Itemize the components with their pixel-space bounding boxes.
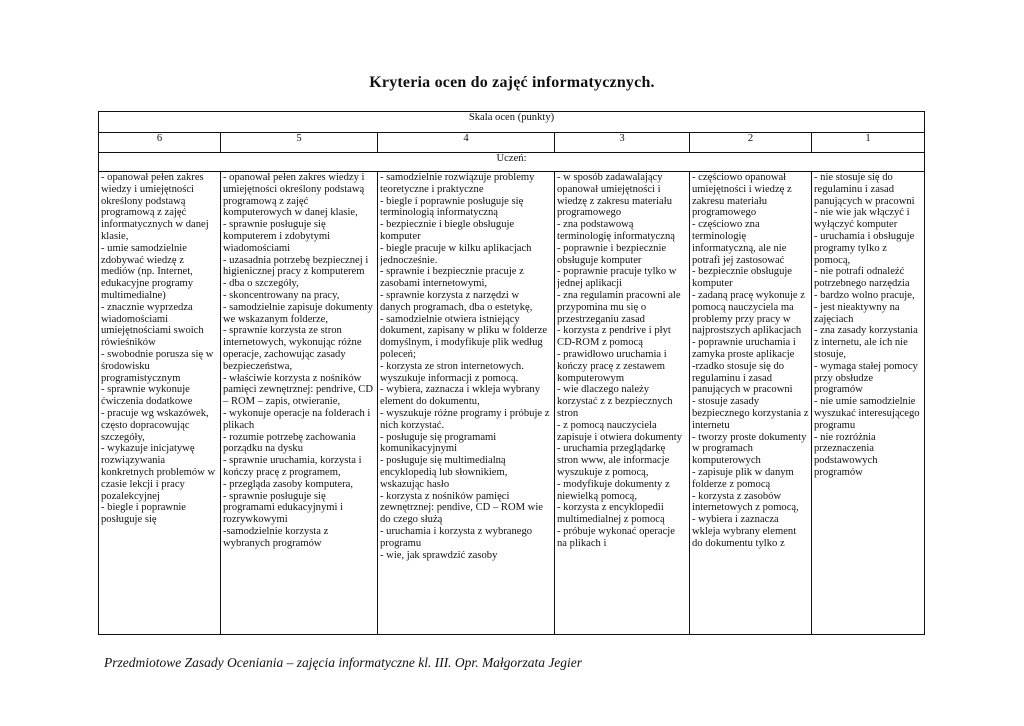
criteria-grade-5: - opanował pełen zakres wiedzy i umiejętności określony podstawą programową z zajęć komputerowych w danej klasie, - sprawnie posługuje się komputerem i zdobytymi wiadomościami - uzasadnia potrzebę bezpiecznej i higienicznej pracy z komputerem - dba o szczegóły, - skoncentrowany na pracy, - samodzielnie zapisuje dokumenty we wskazanym folderze, - sprawnie korzysta ze stron internetowych, wykonując różne operacje, zachowując zasady bezpieczeństwa, - właściwie korzysta z nośników pamięci zewnętrznej: pendrive, CD – ROM – zapis, otwieranie, - wykonuje operacje na folderach i plikach - rozumie potrzebę zachowania porządku na dysku - sprawnie uruchamia, korzysta i kończy pracę z programem, - przegląda zasoby komputera, - sprawnie posługuje się programami edukacyjnymi i rozrywkowymi -samodzielnie korzysta z wybranych programów	[223, 172, 374, 549]
grades-row	[99, 133, 925, 153]
criteria-row	[99, 172, 925, 635]
criteria-grade-1: - nie stosuje się do regulaminu i zasad panujących w pracowni - nie wie jak włączyć i wyłączyć komputer - uruchamia i obsługuje programy tylko z pomocą, - nie potrafi odnaleźć potrzebnego narzędzia - bardzo wolno pracuje, - jest nieaktywny na zajęciach - zna zasady korzystania z internetu, ale ich nie stosuje, - wymaga stałej pomocy przy obsłudze programów - nie umie samodzielnie wyszukać interesującego programu - nie rozróżnia przeznaczenia podstawowych programów	[814, 172, 920, 478]
grade-3: 3	[555, 133, 690, 153]
grade-2: 2	[690, 133, 812, 153]
scale-header-row	[99, 112, 925, 133]
student-header: Uczeń:	[99, 153, 925, 172]
footer-note: Przedmiotowe Zasady Oceniania – zajęcia informatyczne kl. III. Opr. Małgorzata Jegier	[104, 655, 583, 670]
criteria-grade-4: - samodzielnie rozwiązuje problemy teoretyczne i praktyczne - biegle i poprawnie posługuje się terminologią informatyczną - bezpiecznie i biegle obsługuje komputer - biegle pracuje w kilku aplikacjach jednocześnie. - sprawnie i bezpiecznie pracuje z zasobami internetowymi, - sprawnie korzysta z narzędzi w danych programach, dba o estetykę, - samodzielnie otwiera istniejący dokument, zapisany w pliku w folderze domyślnym, i modyfikuje plik według poleceń; - korzysta ze stron internetowych. wyszukuje informacji z pomocą. - wybiera, zaznacza i wkleja wybrany element do dokumentu, - wyszukuje różne programy i próbuje z nich korzystać. - posługuje się programami komunikacyjnymi - posługuje się multimedialną encyklopedią lub słownikiem, wskazując hasło - korzysta z nośników pamięci zewnętrznej: pendive, CD – ROM wie do czego służą - uruchamia i korzysta z wybranego programu - wie, jak sprawdzić zasoby	[380, 172, 550, 561]
grade-5: 5	[221, 133, 378, 153]
grading-criteria-table	[98, 111, 925, 635]
criteria-grade-2: - częściowo opanował umiejętności i wiedzę z zakresu materiału programowego - częściowo zna terminologię informatyczną, ale nie potrafi jej zastosować - bezpiecznie obsługuje komputer - zadaną pracę wykonuje z pomocą nauczyciela ma problemy przy pracy w najprostszych aplikacjach - poprawnie uruchamia i zamyka proste aplikacje -rzadko stosuje się do regulaminu i zasad panujących w pracowni - stosuje zasady bezpiecznego korzystania z internetu - tworzy proste dokumenty w programach komputerowych - zapisuje plik w danym folderze z pomocą - korzysta z zasobów internetowych z pomocą, - wybiera i zaznacza wkleja wybrany element do dokumentu tylko z	[692, 172, 809, 549]
student-header-row	[99, 153, 925, 172]
criteria-grade-3: - w sposób zadawalający opanował umiejętności i wiedzę z zakresu materiału programowego - zna podstawową terminologię informatyczną - poprawnie i bezpiecznie obsługuje komputer - poprawnie pracuje tylko w jednej aplikacji - zna regulamin pracowni ale przypomina mu się o przestrzeganiu zasad - korzysta z pendrive i płyt CD-ROM z pomocą - prawidłowo uruchamia i kończy pracę z zestawem komputerowym - wie dlaczego należy korzystać z z bezpiecznych stron - z pomocą nauczyciela zapisuje i otwiera dokumenty - uruchamia przeglądarkę stron www, ale informacje wyszukuje z pomocą, - modyfikuje dokumenty z niewielką pomocą, - korzysta z encyklopedii multimedialnej z pomocą - próbuje wykonać operacje na plikach i	[557, 172, 683, 549]
grade-4: 4	[378, 133, 555, 153]
criteria-grade-6: - opanował pełen zakres wiedzy i umiejętności określony podstawą programową z zajęć informatycznych w danej klasie, - umie samodzielnie zdobywać wiedzę z mediów (np. Internet, edukacyjne programy multimedialne) - znacznie wyprzedza wiadomościami umiejętnościami swoich rówieśników - swobodnie porusza się w środowisku programistycznym - sprawnie wykonuje ćwiczenia dodatkowe - pracuje wg wskazówek, często dopracowując szczegóły, - wykazuje inicjatywę rozwiązywania konkretnych problemów w czasie lekcji i pracy pozalekcyjnej - biegle i poprawnie posługuje się	[101, 172, 216, 526]
grade-1: 1	[812, 133, 925, 153]
grade-6: 6	[99, 133, 221, 153]
scale-header: Skala ocen (punkty)	[99, 112, 925, 133]
page-title: Kryteria ocen do zajęć informatycznych.	[369, 74, 655, 91]
